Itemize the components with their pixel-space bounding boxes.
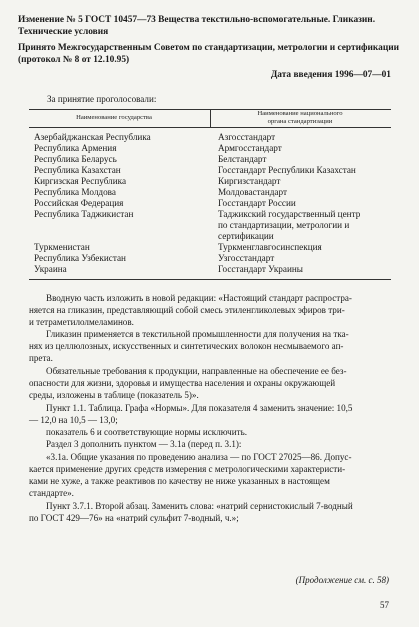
effective-date: Дата введения 1996—07—01 bbox=[270, 70, 391, 80]
body-line: — 12,0 на 10,5 — 13,0; bbox=[29, 415, 118, 425]
table-row-body: сертификации bbox=[218, 231, 274, 241]
table-row-state: Туркменистан bbox=[34, 242, 90, 252]
table-row-body: Таджикский государственный центр bbox=[218, 209, 361, 219]
table-row-state: Республика Казахстан bbox=[34, 165, 121, 175]
table-row-body: по стандартизации, метрологии и bbox=[218, 220, 350, 230]
table-row-body: Госстандарт Украины bbox=[218, 264, 303, 274]
body-line: показатель 6 и соответствующие нормы исключить. bbox=[46, 427, 248, 437]
body-line: Вводную часть изложить в новой редакции: «Настоящий стандарт распростра- bbox=[46, 293, 352, 303]
voted-intro: За принятие проголосовали: bbox=[47, 94, 157, 104]
body-line: Обязательные требования к продукции, направленные на обеспечение ее без- bbox=[46, 366, 347, 376]
table-row-body: Госстандарт России bbox=[218, 198, 296, 208]
table-row-state: Украина bbox=[34, 264, 67, 274]
body-line: кается применение других средств измерения с метрологическими характеристи- bbox=[29, 464, 346, 474]
body-line: «3.1а. Общие указания по проведению анализа — по ГОСТ 27025—86. Допус- bbox=[46, 452, 352, 462]
body-line: Гликазин применяется в текстильной промышленности для получения на тка- bbox=[46, 329, 349, 339]
table-row-state: Республика Молдова bbox=[34, 187, 116, 197]
body-line: Пункт 3.7.1. Второй абзац. Заменить слова: «натрий сернистокислый 7-водный bbox=[46, 501, 353, 511]
body-line: опасности для жизни, здоровья и имущества населения и охраны окружающей bbox=[29, 378, 336, 388]
body-line: Раздел 3 дополнить пунктом — 3.1а (перед п. 3.1): bbox=[46, 439, 242, 449]
table-row-state: Республика Армения bbox=[34, 143, 117, 153]
col-header-state: Наименование государства bbox=[76, 114, 152, 121]
table-row-state: Республика Беларусь bbox=[34, 154, 117, 164]
adoption-note: Принято Межгосударственным Советом по стандартизации, метрологии и сертификации (протокол № 8 от 12.10.95) bbox=[18, 43, 400, 65]
body-line: нях из целлюлозных, искусственных и синтетических волокон несмываемого ап- bbox=[29, 341, 344, 351]
table-row-body: Киргизстандарт bbox=[218, 176, 281, 186]
table-row-state: Российская Федерация bbox=[34, 198, 124, 208]
col-header-body-2: органа стандартизации bbox=[267, 117, 333, 125]
body-line: няется на гликазин, представляющий собой смесь этиленгликолевых эфиров три- bbox=[29, 305, 345, 315]
continuation-note: (Продолжение см. с. 58) bbox=[295, 575, 389, 585]
body-line: среды, изложены в таблице (показатель 5)». bbox=[29, 390, 199, 400]
table-row-body: Белстандарт bbox=[218, 154, 267, 164]
table-row-body: Узгосстандарт bbox=[218, 253, 275, 263]
amendment-title: Изменение № 5 ГОСТ 10457—73 Вещества текстильно-вспомогательные. Гликазин. Технические условия bbox=[18, 15, 376, 37]
table-row-state: Киргизская Республика bbox=[34, 176, 127, 186]
body-line: по ГОСТ 429—76» на «натрий сульфит 7-водный, ч.»; bbox=[29, 513, 239, 523]
table-row-body: Госстандарт Республики Казахстан bbox=[218, 165, 356, 175]
body-line: прета. bbox=[29, 353, 53, 363]
table-row-body: Армгосстандарт bbox=[218, 143, 282, 153]
table-header-rule bbox=[29, 127, 391, 128]
table-row-body: Азгосстандарт bbox=[218, 132, 276, 142]
table-column-divider bbox=[210, 109, 211, 127]
table-row-state: Республика Узбекистан bbox=[34, 253, 126, 263]
table-row-state: Республика Таджикистан bbox=[34, 209, 134, 219]
body-line: Пункт 1.1. Таблица. Графа «Нормы». Для показателя 4 заменить значение: 10,5 bbox=[46, 403, 353, 413]
table-row-body: Туркменглавгосинспекция bbox=[218, 242, 322, 252]
body-line: и тетраметилолмеламинов. bbox=[29, 317, 134, 327]
table-bottom-rule bbox=[29, 279, 391, 280]
col-header-body-1: Наименование национального bbox=[257, 110, 343, 117]
body-line: стандарте». bbox=[29, 488, 74, 498]
table-row-state: Азербайджанская Республика bbox=[34, 132, 151, 142]
body-line: ками не хуже, а также реактивов по качеству не ниже указанных в настоящем bbox=[29, 476, 330, 486]
page-number: 57 bbox=[380, 600, 389, 610]
table-row-body: Молдовастандарт bbox=[218, 187, 287, 197]
